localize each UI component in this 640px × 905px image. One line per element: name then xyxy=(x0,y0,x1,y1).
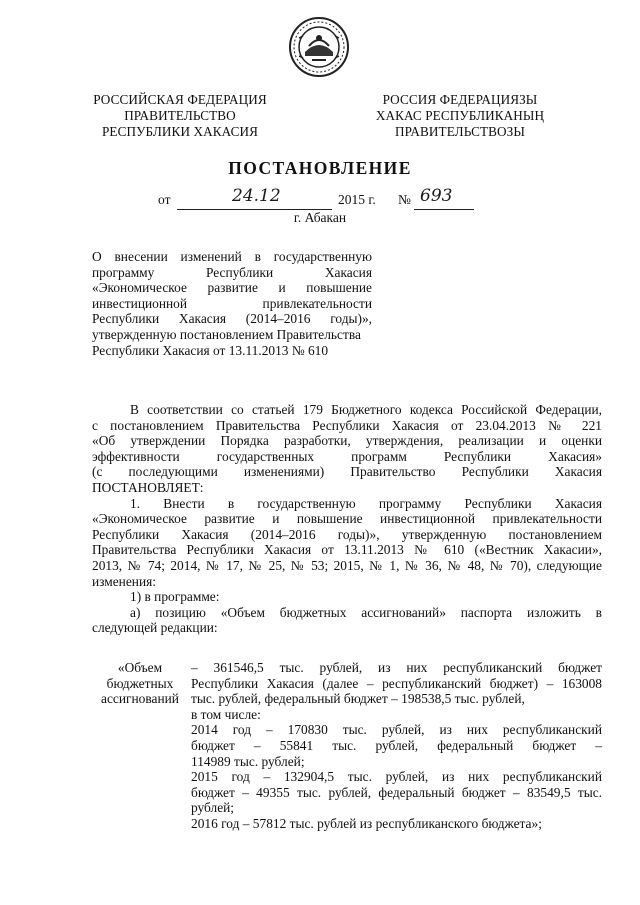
header-right-line: РОССИЯ ФЕДЕРАЦИЯЗЫ xyxy=(382,92,538,107)
body-line: Правительства Республики Хакасия от 13.11.2013 № 610 («Вестник Хакасии», xyxy=(92,542,602,558)
subject-line: О внесении изменений в государственную xyxy=(92,249,372,264)
value-line: 2015 год – 132904,5 тыс. рублей, из них республиканский xyxy=(191,769,602,785)
handwritten-date: 24.12 xyxy=(232,186,281,206)
body-line: 1) в программе: xyxy=(130,589,220,605)
document-title: ПОСТАНОВЛЕНИЕ xyxy=(228,158,412,178)
label-line: бюджетных xyxy=(106,675,174,691)
header-right xyxy=(350,92,570,140)
label-line: ассигнований xyxy=(101,691,179,707)
label-line: «Объем xyxy=(117,660,163,675)
value-line: 2014 год – 170830 тыс. рублей, из них республиканский xyxy=(191,722,602,738)
value-line: Республики Хакасия (далее – республиканский бюджет) – 163008 xyxy=(191,675,602,691)
header-left xyxy=(70,92,290,140)
date-prefix: от xyxy=(158,192,171,207)
subject-line: утвержденную постановлением Правительства xyxy=(92,326,361,342)
body-line: следующей редакции: xyxy=(92,620,218,636)
value-line: бюджет – 49355 тыс. рублей, федеральный бюджет – 83549,5 тыс. xyxy=(191,784,602,800)
budget-table-value xyxy=(191,660,602,832)
value-line: в том числе: xyxy=(191,706,261,722)
body-line: 1. Внести в государственную программу Республики Хакасия xyxy=(130,495,602,511)
subject-line: Республики Хакасия (2014–2016 годы)», xyxy=(92,311,372,327)
budget-table-label xyxy=(92,660,188,707)
city-label: г. Абакан xyxy=(293,210,347,225)
year-label: 2015 г. xyxy=(338,192,376,207)
body-line: ПОСТАНОВЛЯЕТ: xyxy=(92,479,204,495)
handwritten-number: 693 xyxy=(420,186,453,206)
subject-block xyxy=(92,249,372,358)
header-left-line: ПРАВИТЕЛЬСТВО xyxy=(124,108,236,123)
body-line: 2013, № 74; 2014, № 17, № 25, № 53; 2015, № 1, № 36, № 48, № 70), следующие xyxy=(92,557,602,573)
coat-of-arms-emblem xyxy=(288,16,350,78)
subject-line: Республики Хакасия от 13.11.2013 № 610 xyxy=(92,342,329,358)
value-line: рублей; xyxy=(191,800,235,816)
body-line: (с последующими изменениями) Правительство Республики Хакасия xyxy=(92,464,602,480)
body-text xyxy=(92,402,602,636)
header-right-line: ХАКАС РЕСПУБЛИКАНЫҢ xyxy=(375,108,545,123)
value-line: 2016 год – 57812 тыс. рублей из республиканского бюджета»; xyxy=(191,815,542,831)
body-line: с постановлением Правительства Республики Хакасия от 23.04.2013 № 221 xyxy=(92,417,602,433)
body-line: Республики Хакасия (2014–2016 годы)», утвержденную постановлением xyxy=(92,526,602,542)
value-line: бюджет – 55841 тыс. рублей, федеральный бюджет – xyxy=(191,737,602,753)
body-line: а) позицию «Объем бюджетных ассигнований» паспорта изложить в xyxy=(130,604,602,620)
header-left-line: РОССИЙСКАЯ ФЕДЕРАЦИЯ xyxy=(93,92,267,107)
header-left-line: РЕСПУБЛИКИ ХАКАСИЯ xyxy=(102,124,258,139)
body-line: эффективности государственных программ Республики Хакасия» xyxy=(92,448,602,464)
header-right-line: ПРАВИТЕЛЬСТВОЗЫ xyxy=(395,124,525,139)
number-sign: № xyxy=(398,192,411,207)
subject-line: программу Республики Хакасия xyxy=(92,264,372,280)
value-line: тыс. рублей, федеральный бюджет – 198538,5 тыс. рублей, xyxy=(191,691,525,707)
body-line: «Экономическое развитие и повышение инвестиционной привлекательности xyxy=(92,511,602,527)
subject-line: инвестиционной привлекательности xyxy=(92,295,372,311)
value-line: 114989 тыс. рублей; xyxy=(191,753,305,769)
date-number-line xyxy=(0,186,640,210)
body-line: «Об утверждении Порядка разработки, утверждения, реализации и оценки xyxy=(92,433,602,449)
subject-line: «Экономическое развитие и повышение xyxy=(92,280,372,296)
body-line: изменения: xyxy=(92,573,157,589)
body-line: В соответствии со статьей 179 Бюджетного кодекса Российской Федерации, xyxy=(130,402,602,417)
value-line: – 361546,5 тыс. рублей, из них республиканский бюджет xyxy=(191,660,602,675)
